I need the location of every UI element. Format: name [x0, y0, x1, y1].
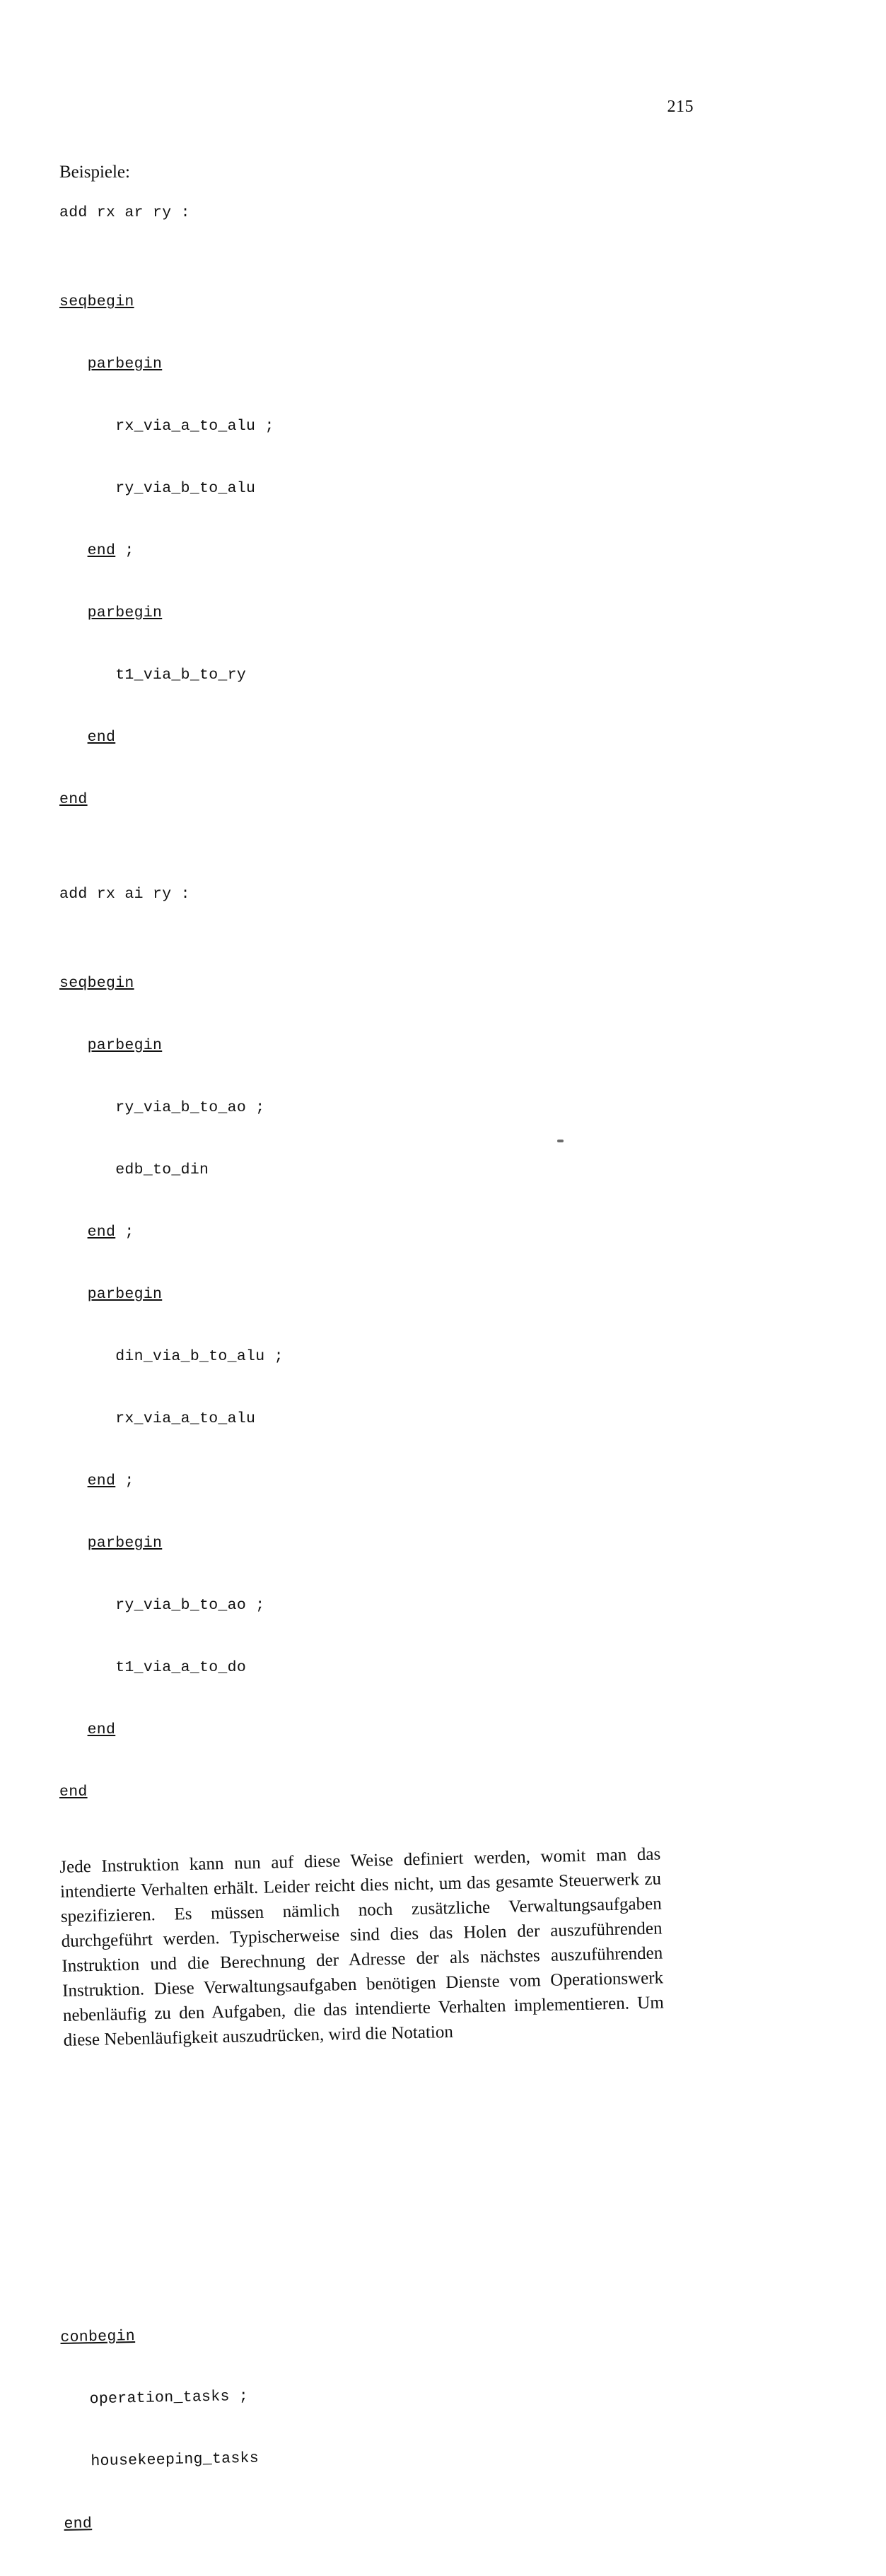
code-line: ry_via_b_to_alu	[59, 480, 256, 497]
code-line: t1_via_a_to_do	[59, 1659, 247, 1676]
example-2-code	[59, 932, 660, 1844]
code-line: din_via_b_to_alu ;	[59, 1348, 284, 1365]
page-content	[59, 163, 665, 2576]
code-line: rx_via_a_to_alu	[59, 1410, 256, 1427]
code-line: seqbegin	[59, 293, 134, 310]
code-line: rx_via_a_to_alu ;	[59, 418, 274, 435]
example-3-code	[59, 2275, 666, 2576]
code-line: ry_via_b_to_ao ;	[59, 1099, 265, 1116]
code-line: parbegin	[87, 1286, 163, 1303]
code-line: parbegin	[87, 1535, 163, 1552]
example-2-header: add rx ai ry :	[59, 886, 190, 903]
code-line: end	[59, 791, 88, 808]
code-line: parbegin	[87, 356, 163, 373]
example-1-header: add rx ar ry :	[59, 204, 190, 221]
code-line: edb_to_din	[59, 1161, 209, 1178]
code-line: operation_tasks ;	[61, 2387, 249, 2408]
body-paragraph	[59, 1842, 665, 2052]
code-line: housekeeping_tasks	[62, 2449, 260, 2471]
paragraph-text: Jede Instruktion kann nun auf diese Weise definiert werden, womit man das intendierte Verhalten erhält. Leider reicht dies nicht, um das gesamte Steuerwerk zu spezifizieren. Es müssen nämlich noch zusätzliche Verwaltungsaufgaben durchgeführt werden. Typischerweise sind dies das Holen der auszuführenden Instruktion und die Berechnung der Adresse der als nächstes auszuführenden Instruktion. Diese Verwaltungsaufgaben benötigen Dienste vom Operationswerk nebenläufig zu den Aufgaben, die das intendierte Verhalten implementieren. Um diese Nebenläufigkeit auszudrücken, wird die Notation	[59, 1844, 665, 2050]
code-line: end ;	[87, 1224, 134, 1241]
code-line: end	[87, 729, 116, 746]
page-number: 215	[667, 98, 694, 116]
code-line: seqbegin	[59, 975, 134, 992]
code-line: end	[64, 2515, 93, 2533]
code-line: conbegin	[60, 2327, 136, 2346]
code-line: end	[87, 1721, 116, 1738]
code-line: parbegin	[87, 604, 163, 621]
code-line: end ;	[87, 542, 134, 559]
code-line: end ;	[87, 1473, 134, 1489]
examples-label: Beispiele:	[59, 163, 130, 182]
scan-artifact-mark	[557, 1140, 564, 1142]
example-1-code	[59, 250, 660, 851]
code-line: end	[59, 1784, 88, 1801]
code-line: parbegin	[87, 1037, 163, 1054]
code-line: ry_via_b_to_ao ;	[59, 1597, 265, 1614]
code-line: t1_via_b_to_ry	[59, 667, 247, 684]
